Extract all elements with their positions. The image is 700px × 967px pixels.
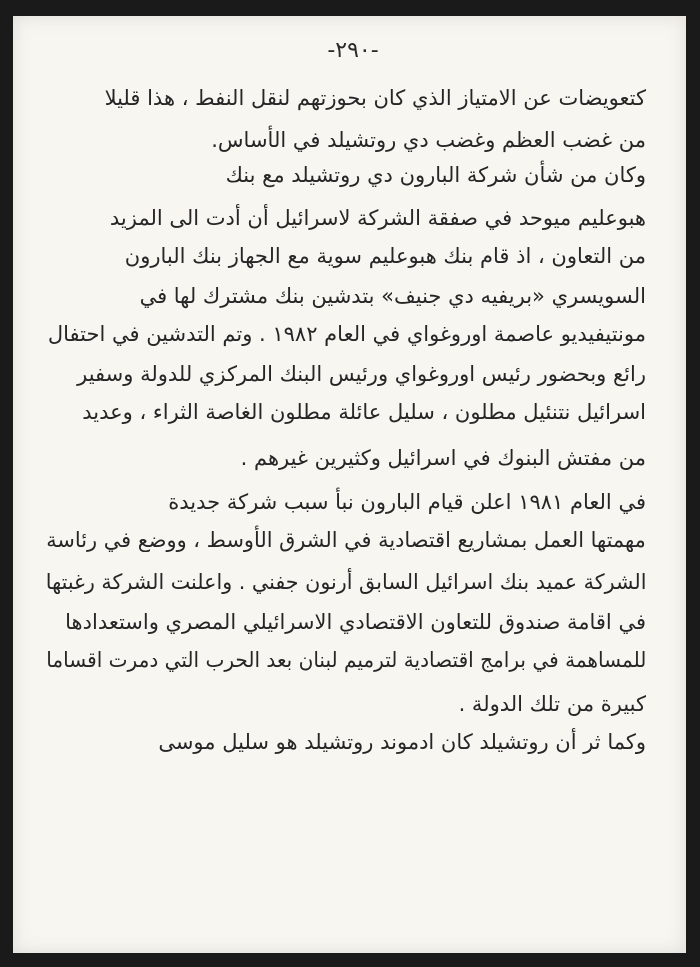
scan-border-right	[686, 0, 700, 967]
text-line: من غضب العظم وغضب دي روتشيلد في الأساس.	[211, 128, 646, 152]
text-line: من التعاون ، اذ قام بنك هبوعليم سوية مع الجهاز بنك البارون	[124, 244, 646, 268]
text-line: وكما ثر أن روتشيلد كان ادموند روتشيلد هو سليل موسى	[158, 730, 646, 754]
text-line: وكان من شأن شركة البارون دي روتشيلد مع بنك	[225, 163, 646, 187]
text-line: كبيرة من تلك الدولة .	[458, 692, 646, 716]
text-line: للمساهمة في برامج اقتصادية لترميم لبنان بعد الحرب التي دمرت اقساما	[45, 648, 646, 672]
text-line: رائع وبحضور رئيس اوروغواي ورئيس البنك المركزي للدولة وسفير	[77, 362, 646, 386]
scan-border-left	[0, 0, 13, 967]
text-line: كتعويضات عن الامتياز الذي كان بحوزتهم لنقل النفط ، هذا قليلا	[104, 86, 646, 110]
text-line: في اقامة صندوق للتعاون الاقتصادي الاسرائيلي المصري واستعدادها	[65, 610, 646, 634]
text-line: مونتيفيديو عاصمة اوروغواي في العام ١٩٨٢ . وتم التدشين في احتفال	[47, 322, 646, 346]
text-line: في العام ١٩٨١ اعلن قيام البارون نبأ سبب شركة جديدة	[168, 490, 646, 514]
scan-border-top	[0, 0, 700, 16]
text-line: مهمتها العمل بمشاريع اقتصادية في الشرق الأوسط ، ووضع في رئاسة	[46, 528, 646, 552]
text-line: السويسري «بريفيه دي جنيف» بتدشين بنك مشترك لها في	[139, 284, 646, 308]
text-line: هبوعليم ميوحد في صفقة الشركة لاسرائيل أن أدت الى المزيد	[109, 206, 646, 230]
text-line: الشركة عميد بنك اسرائيل السابق أرنون جفني . واعلنت الشركة رغبتها	[45, 570, 646, 594]
text-line: من مفتش البنوك في اسرائيل وكثيرين غيرهم .	[240, 446, 646, 470]
handwritten-page	[13, 16, 686, 953]
page-number: -٢٩٠-	[327, 38, 379, 63]
text-line: اسرائيل نتنئيل مطلون ، سليل عائلة مطلون الغاصة الثراء ، وعديد	[82, 400, 646, 424]
scan-border-bottom	[0, 953, 700, 967]
